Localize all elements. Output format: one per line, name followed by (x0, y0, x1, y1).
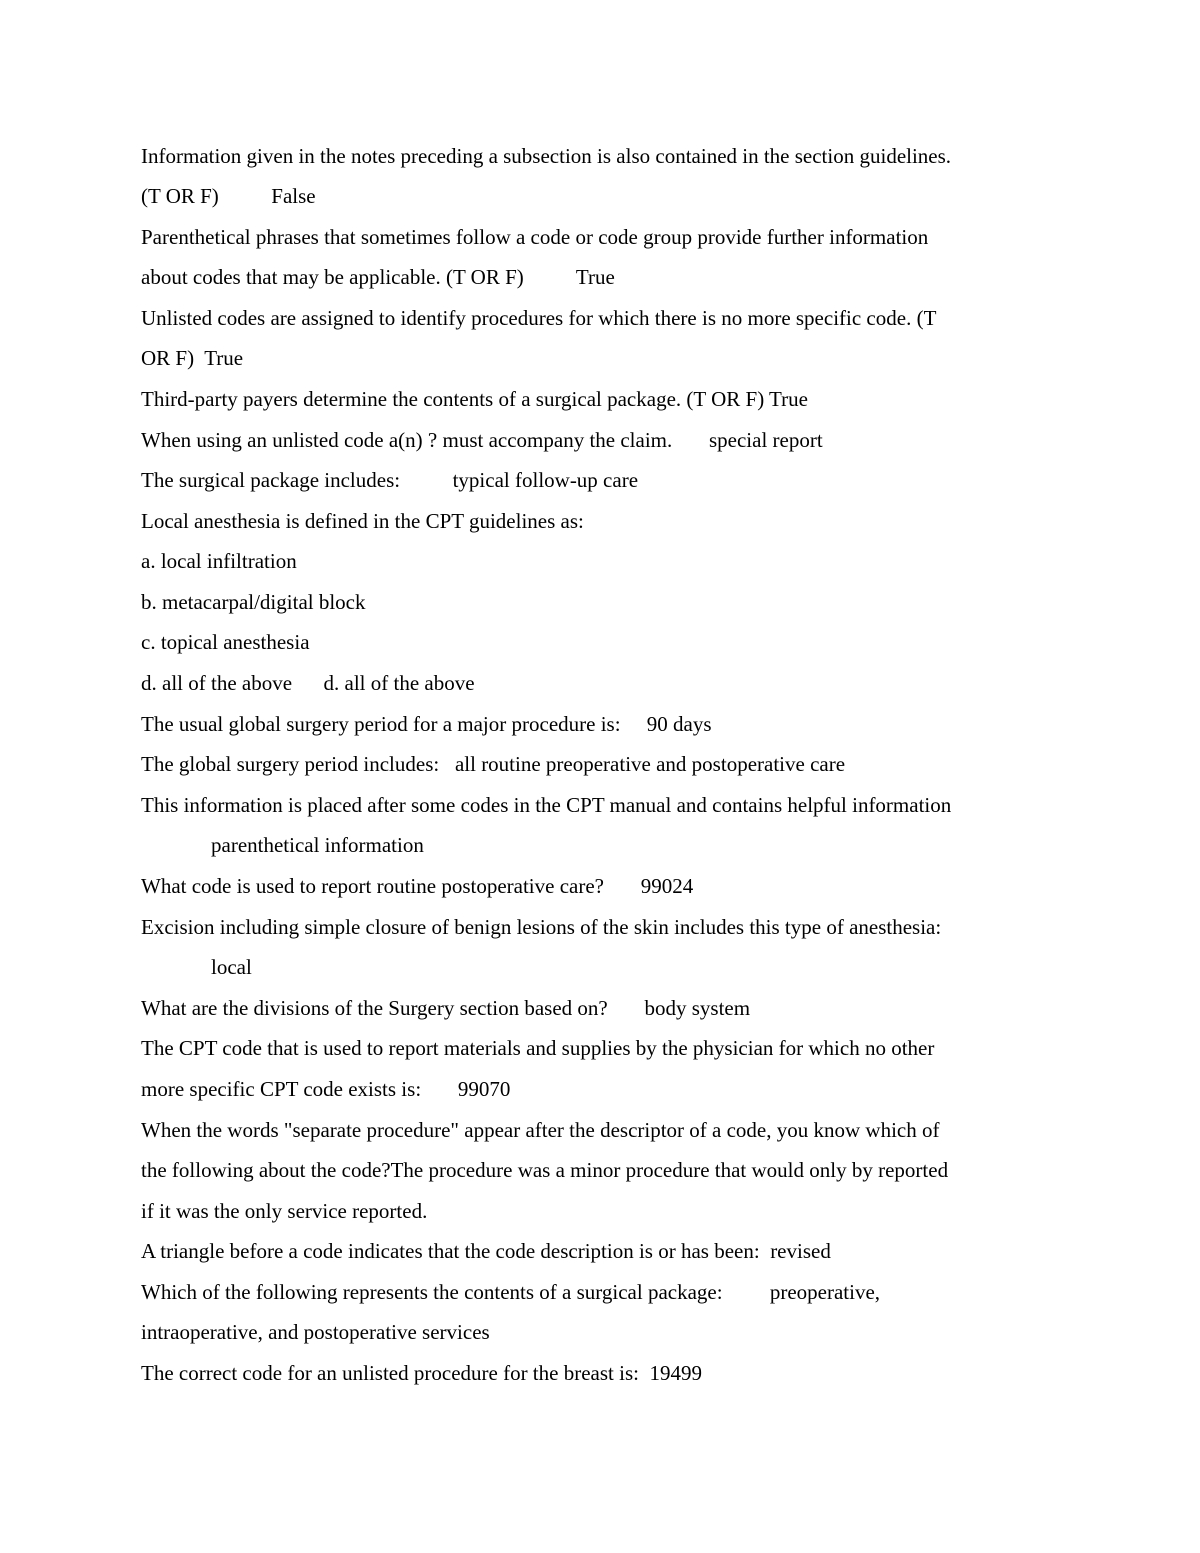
text-line: local (211, 955, 252, 979)
text-line: A triangle before a code indicates that the code description is or has been: revised (141, 1239, 831, 1263)
text-line: more specific CPT code exists is: 99070 (141, 1077, 511, 1101)
text-line: OR F) True (141, 346, 244, 370)
text-line: The usual global surgery period for a major procedure is: 90 days (141, 712, 712, 736)
text-line: The surgical package includes: typical follow-up care (141, 468, 639, 492)
text-line: The CPT code that is used to report materials and supplies by the physician for which no other (141, 1036, 935, 1060)
text-line: if it was the only service reported. (141, 1199, 428, 1223)
text-line: Information given in the notes preceding a subsection is also contained in the section guidelines. (141, 144, 952, 168)
text-line: Unlisted codes are assigned to identify procedures for which there is no more specific code. (T (141, 306, 937, 330)
text-line: When the words "separate procedure" appear after the descriptor of a code, you know which of (141, 1118, 940, 1142)
text-line: a. local infiltration (141, 549, 297, 573)
text-line: This information is placed after some codes in the CPT manual and contains helpful information (141, 793, 952, 817)
text-line: The global surgery period includes: all routine preoperative and postoperative care (141, 752, 846, 776)
text-line: d. all of the above d. all of the above (141, 671, 475, 695)
text-line: c. topical anesthesia (141, 630, 310, 654)
text-line: intraoperative, and postoperative services (141, 1320, 490, 1344)
text-line: What are the divisions of the Surgery section based on? body system (141, 996, 751, 1020)
text-line: Parenthetical phrases that sometimes follow a code or code group provide further information (141, 225, 929, 249)
text-line: The correct code for an unlisted procedure for the breast is: 19499 (141, 1361, 702, 1385)
text-line: b. metacarpal/digital block (141, 590, 366, 614)
text-line: Excision including simple closure of benign lesions of the skin includes this type of anesthesia: (141, 915, 942, 939)
text-line: Local anesthesia is defined in the CPT guidelines as: (141, 509, 584, 533)
text-line: about codes that may be applicable. (T OR F) True (141, 265, 615, 289)
text-line: When using an unlisted code a(n) ? must accompany the claim. special report (141, 428, 823, 452)
text-line: (T OR F) False (141, 184, 316, 208)
text-line: parenthetical information (211, 833, 424, 857)
text-line: Third-party payers determine the contents of a surgical package. (T OR F) True (141, 387, 808, 411)
text-line: What code is used to report routine postoperative care? 99024 (141, 874, 694, 898)
text-line: Which of the following represents the contents of a surgical package: preoperative, (141, 1280, 881, 1304)
text-line: the following about the code?The procedure was a minor procedure that would only by reported (141, 1158, 949, 1182)
